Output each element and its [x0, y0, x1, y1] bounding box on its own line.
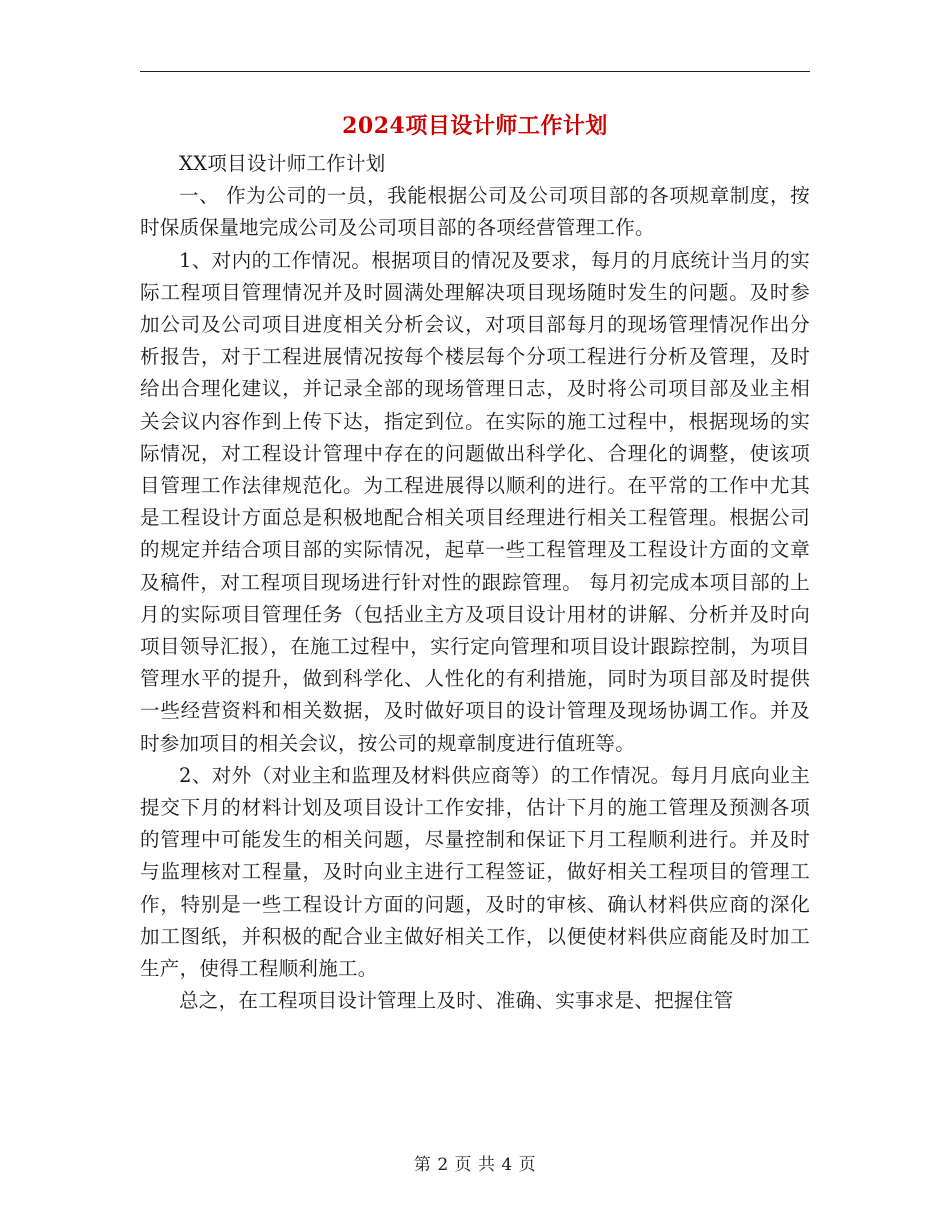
paragraph-subtitle: XX项目设计师工作计划: [179, 152, 386, 175]
paragraph-external-work: 2、对外（对业主和监理及材料供应商等）的工作情况。每月月底向业主提交下月的材料计划及项目设计工作安排，估计下月的施工管理及预测各项的管理中可能发生的相关问题，尽量控制和保证下月工程顺利进行。并及时与监理核对工程量，及时向业主进行工程签证，做好相关工程项目的管理工作，特别是一些工程设计方面的问题，及时的审核、确认材料供应商的深化加工图纸，并积极的配合业主做好相关工作，以便使材料供应商能及时加工生产，使得工程顺利施工。: [140, 763, 810, 981]
document-body: [140, 148, 810, 1017]
document-title: 2024项目设计师工作计划: [342, 113, 608, 139]
paragraph-summary: 总之，在工程项目设计管理上及时、准确、实事求是、把握住管: [179, 989, 734, 1013]
paragraph-internal-work: 1、对内的工作情况。根据项目的情况及要求，每月的月底统计当月的实际工程项目管理情况并及时圆满处理解决项目现场随时发生的问题。及时参加公司及公司项目进度相关分析会议，对项目部每月的现场管理情况作出分析报告，对于工程进展情况按每个楼层每个分项工程进行分析及管理，及时给出合理化建议，并记录全部的现场管理日志，及时将公司项目部及业主相关会议内容作到上传下达，指定到位。在实际的施工过程中，根据现场的实际情况，对工程设计管理中存在的问题做出科学化、合理化的调整，使该项目管理工作法律规范化。为工程进展得以顺利的进行。在平常的工作中尤其是工程设计方面总是积极地配合相关项目经理进行相关工程管理。根据公司的规定并结合项目部的实际情况，起草一些工程管理及工程设计方面的文章及稿件，对工程项目现场进行针对性的跟踪管理。 每月初完成本项目部的上月的实际项目管理任务（包括业主方及项目设计用材的讲解、分析并及时向项目领导汇报），在施工过程中，实行定向管理和项目设计跟踪控制，为项目管理水平的提升，做到科学化、人性化的有利措施，同时为项目部及时提供一些经营资料和相关数据，及时做好项目的设计管理及现场协调工作。并及时参加项目的相关会议，按公司的规章制度进行值班等。: [140, 248, 810, 755]
header-rule: [140, 71, 810, 72]
page-footer: 第 2 页 共 4 页: [413, 1155, 537, 1175]
paragraph-section-1: 一、 作为公司的一员，我能根据公司及公司项目部的各项规章制度，按时保质保量地完成公司及公司项目部的各项经营管理工作。: [140, 184, 810, 240]
